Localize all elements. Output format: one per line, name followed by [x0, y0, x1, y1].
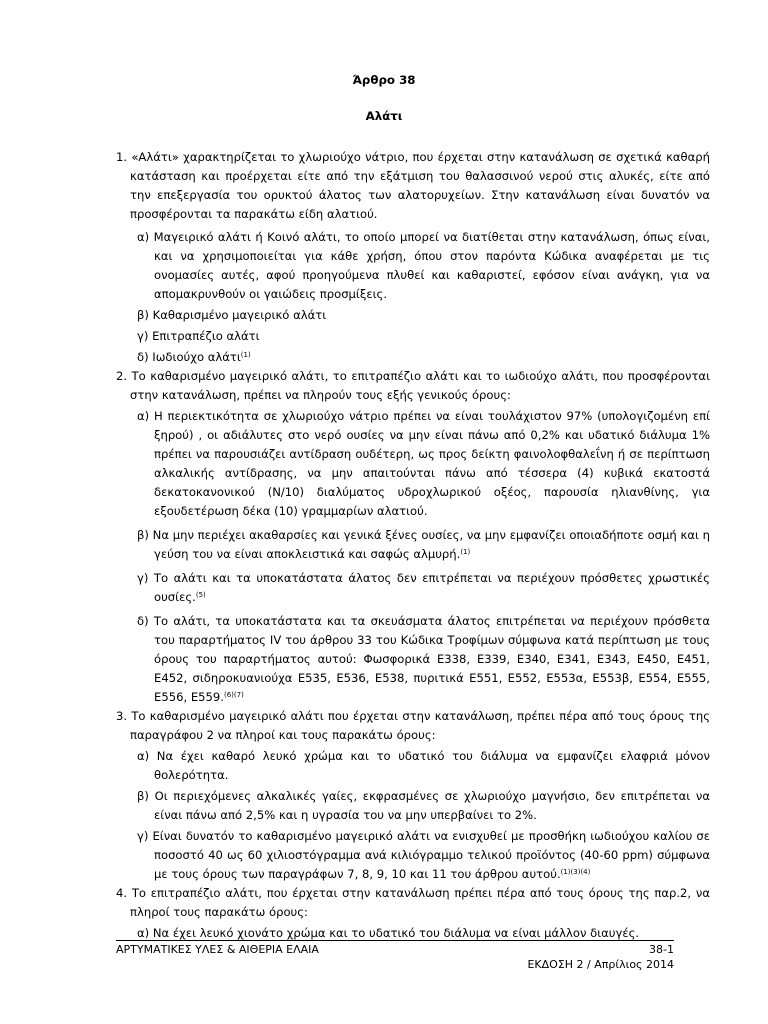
page-number: 38-1: [649, 943, 674, 956]
footnote-ref: (1)(3)(4): [560, 868, 591, 876]
paragraph-3: 3. Το καθαρισμένο μαγειρικό αλάτι που έρχεται στην κατανάλωση, πρέπει πέρα από τους όρους της παραγράφου 2 να πληροί και τους παρακάτω όρους:: [116, 709, 710, 742]
paragraph-3b: β) Οι περιεχόμενες αλκαλικές γαίες, εκφρασμένες σε χλωριούχο μαγνήσιο, δεν επιτρέπεται να είναι πάνω από 2,5% και η υγρασία του να μην υπερβαίνει το 2%.: [137, 789, 710, 822]
page-footer: [116, 940, 674, 972]
paragraph-2a: α) Η περιεκτικότητα σε χλωριούχο νάτριο πρέπει να είναι τουλάχιστον 97% (υπολογιζομένη επί ξηρού) , οι αδιάλυτες στο νερό ουσίες να μην είναι πάνω από 0,2% και υδατικό διάλυμα 1% πρέπει να παρουσιάζει αντίδραση ουδέτερη, ως προς δείκτη φαινολοφθαλεΐνη ή σε περίπτωση αλκαλικής αντίδρασης, να μην απαιτούνται πάνω από τέσσερα (4) κυβικά εκατοστά δεκατοκανονικού (Ν/10) διαλύματος υδροχλωρικού οξέος, παρουσία ηλιανθίνης, για εξουδετέρωση δέκα (10) γραμμαρίων αλατιού.: [137, 409, 710, 518]
paragraph-1d: δ) Ιωδιούχο αλάτι$^{(1)}$: [137, 350, 251, 364]
paragraph-1b: β) Καθαρισμένο μαγειρικό αλάτι: [137, 308, 327, 322]
paragraph-2d: δ) Το αλάτι, τα υποκατάστατα και τα σκευάσματα άλατος επιτρέπεται να περιέχουν πρόσθετα του παραρτήματος IV του άρθρου 33 του Κώδικα Τροφίμων σύμφωνα κατά περίπτωση με τους όρους του παραρτήματος αυτού: Φωσφορικά E338, E339, E340, E341, E343, E450, E451, E452, σιδηροκυανιούχα E535, E536, E538, πυριτικά E551, E552, E553α, E553β, E554, E555, E556, E559.$^{(6)(7)}$: [137, 614, 710, 704]
footnote-ref: (6)(7): [223, 691, 244, 699]
paragraph-3a: α) Να έχει καθαρό λευκό χρώμα και το υδατικό του διάλυμα να εμφανίζει ελαφριά μόνον θολερότητα.: [137, 749, 710, 782]
paragraph-4: 4. Το επιτραπέζιο αλάτι, που έρχεται στην κατανάλωση πρέπει πέρα από τους όρους της παρ.2, να πληροί τους παρακάτω όρους:: [116, 886, 710, 919]
edition-info: ΕΚΔΟΣΗ 2 / Απρίλιος 2014: [527, 958, 674, 971]
article-body: [116, 148, 710, 943]
paragraph-1: 1. «Αλάτι» χαρακτηρίζεται το χλωριούχο νάτριο, που έρχεται στην κατανάλωση σε σχετικά καθαρή κατάσταση και προέρχεται είτε από την εξάτμιση του θαλασσινού νερού στις αλυκές, είτε από την επεξεργασία του ορυκτού άλατος των αλατορυχείων. Στην κατανάλωση είναι δυνατόν να προσφέρονται τα παρακάτω είδη αλατιού.: [116, 150, 710, 221]
footer-page-info: [527, 942, 674, 972]
article-title: Άρθρο 38: [352, 73, 416, 87]
paragraph-1a: α) Μαγειρικό αλάτι ή Κοινό αλάτι, το οποίο μπορεί να διατίθεται στην κατανάλωση, όπως είναι, και να χρησιμοποιείται για κάθε χρήση, όπου στον παρόντα Κώδικα αναφέρεται με τις ονομασίες αυτές, αφού προηγούμενα πλυθεί και καθαριστεί, εφόσον είναι ανάγκη, για να απομακρυνθούν οι γαιώδεις προσμίξεις.: [137, 230, 710, 301]
paragraph-3c: γ) Είναι δυνατόν το καθαρισμένο μαγειρικό αλάτι να ενισχυθεί με προσθήκη ιωδιούχου καλίου σε ποσοστό 40 ως 60 χιλιοστόγραμμα ανά κιλιόγραμμο τελικού προϊόντος (40-60 ppm) σύμφωνα με τους όρους των παραγράφων 7, 8, 9, 10 και 11 του άρθρου αυτού.$^{(1)(3)(4)}$: [137, 829, 710, 881]
paragraph-4a: α) Να έχει λευκό χιονάτο χρώμα και το υδατικό του διάλυμα να είναι μάλλον διαυγές.: [137, 926, 640, 940]
footer-title: ΑΡΤΥΜΑΤΙΚΕΣ ΥΛΕΣ & ΑΙΘΕΡΙΑ ΕΛΑΙΑ: [116, 943, 319, 956]
footnote-ref: (1): [240, 351, 251, 359]
paragraph-2c: γ) Το αλάτι και τα υποκατάστατα άλατος δεν επιτρέπεται να περιέχουν πρόσθετες χρωστικές ουσίες.$^{(5)}$: [137, 571, 710, 604]
footnote-ref: (5): [195, 591, 206, 599]
paragraph-2: 2. Το καθαρισμένο μαγειρικό αλάτι, το επιτραπέζιο αλάτι και το ιωδιούχο αλάτι, που προσφέρονται στην κατανάλωση, πρέπει να πληρούν τους εξής γενικούς όρους:: [116, 369, 710, 402]
paragraph-1c: γ) Επιτραπέζιο αλάτι: [137, 329, 260, 343]
paragraph-2b: β) Να μην περιέχει ακαθαρσίες και γενικά ξένες ουσίες, να μην εμφανίζει οποιαδήποτε οσμή και η γεύση του να είναι αποκλειστικά και σαφώς αλμυρή.$^{(1)}$: [137, 528, 710, 561]
article-subtitle: Αλάτι: [365, 109, 403, 123]
footnote-ref: (1): [460, 548, 471, 556]
